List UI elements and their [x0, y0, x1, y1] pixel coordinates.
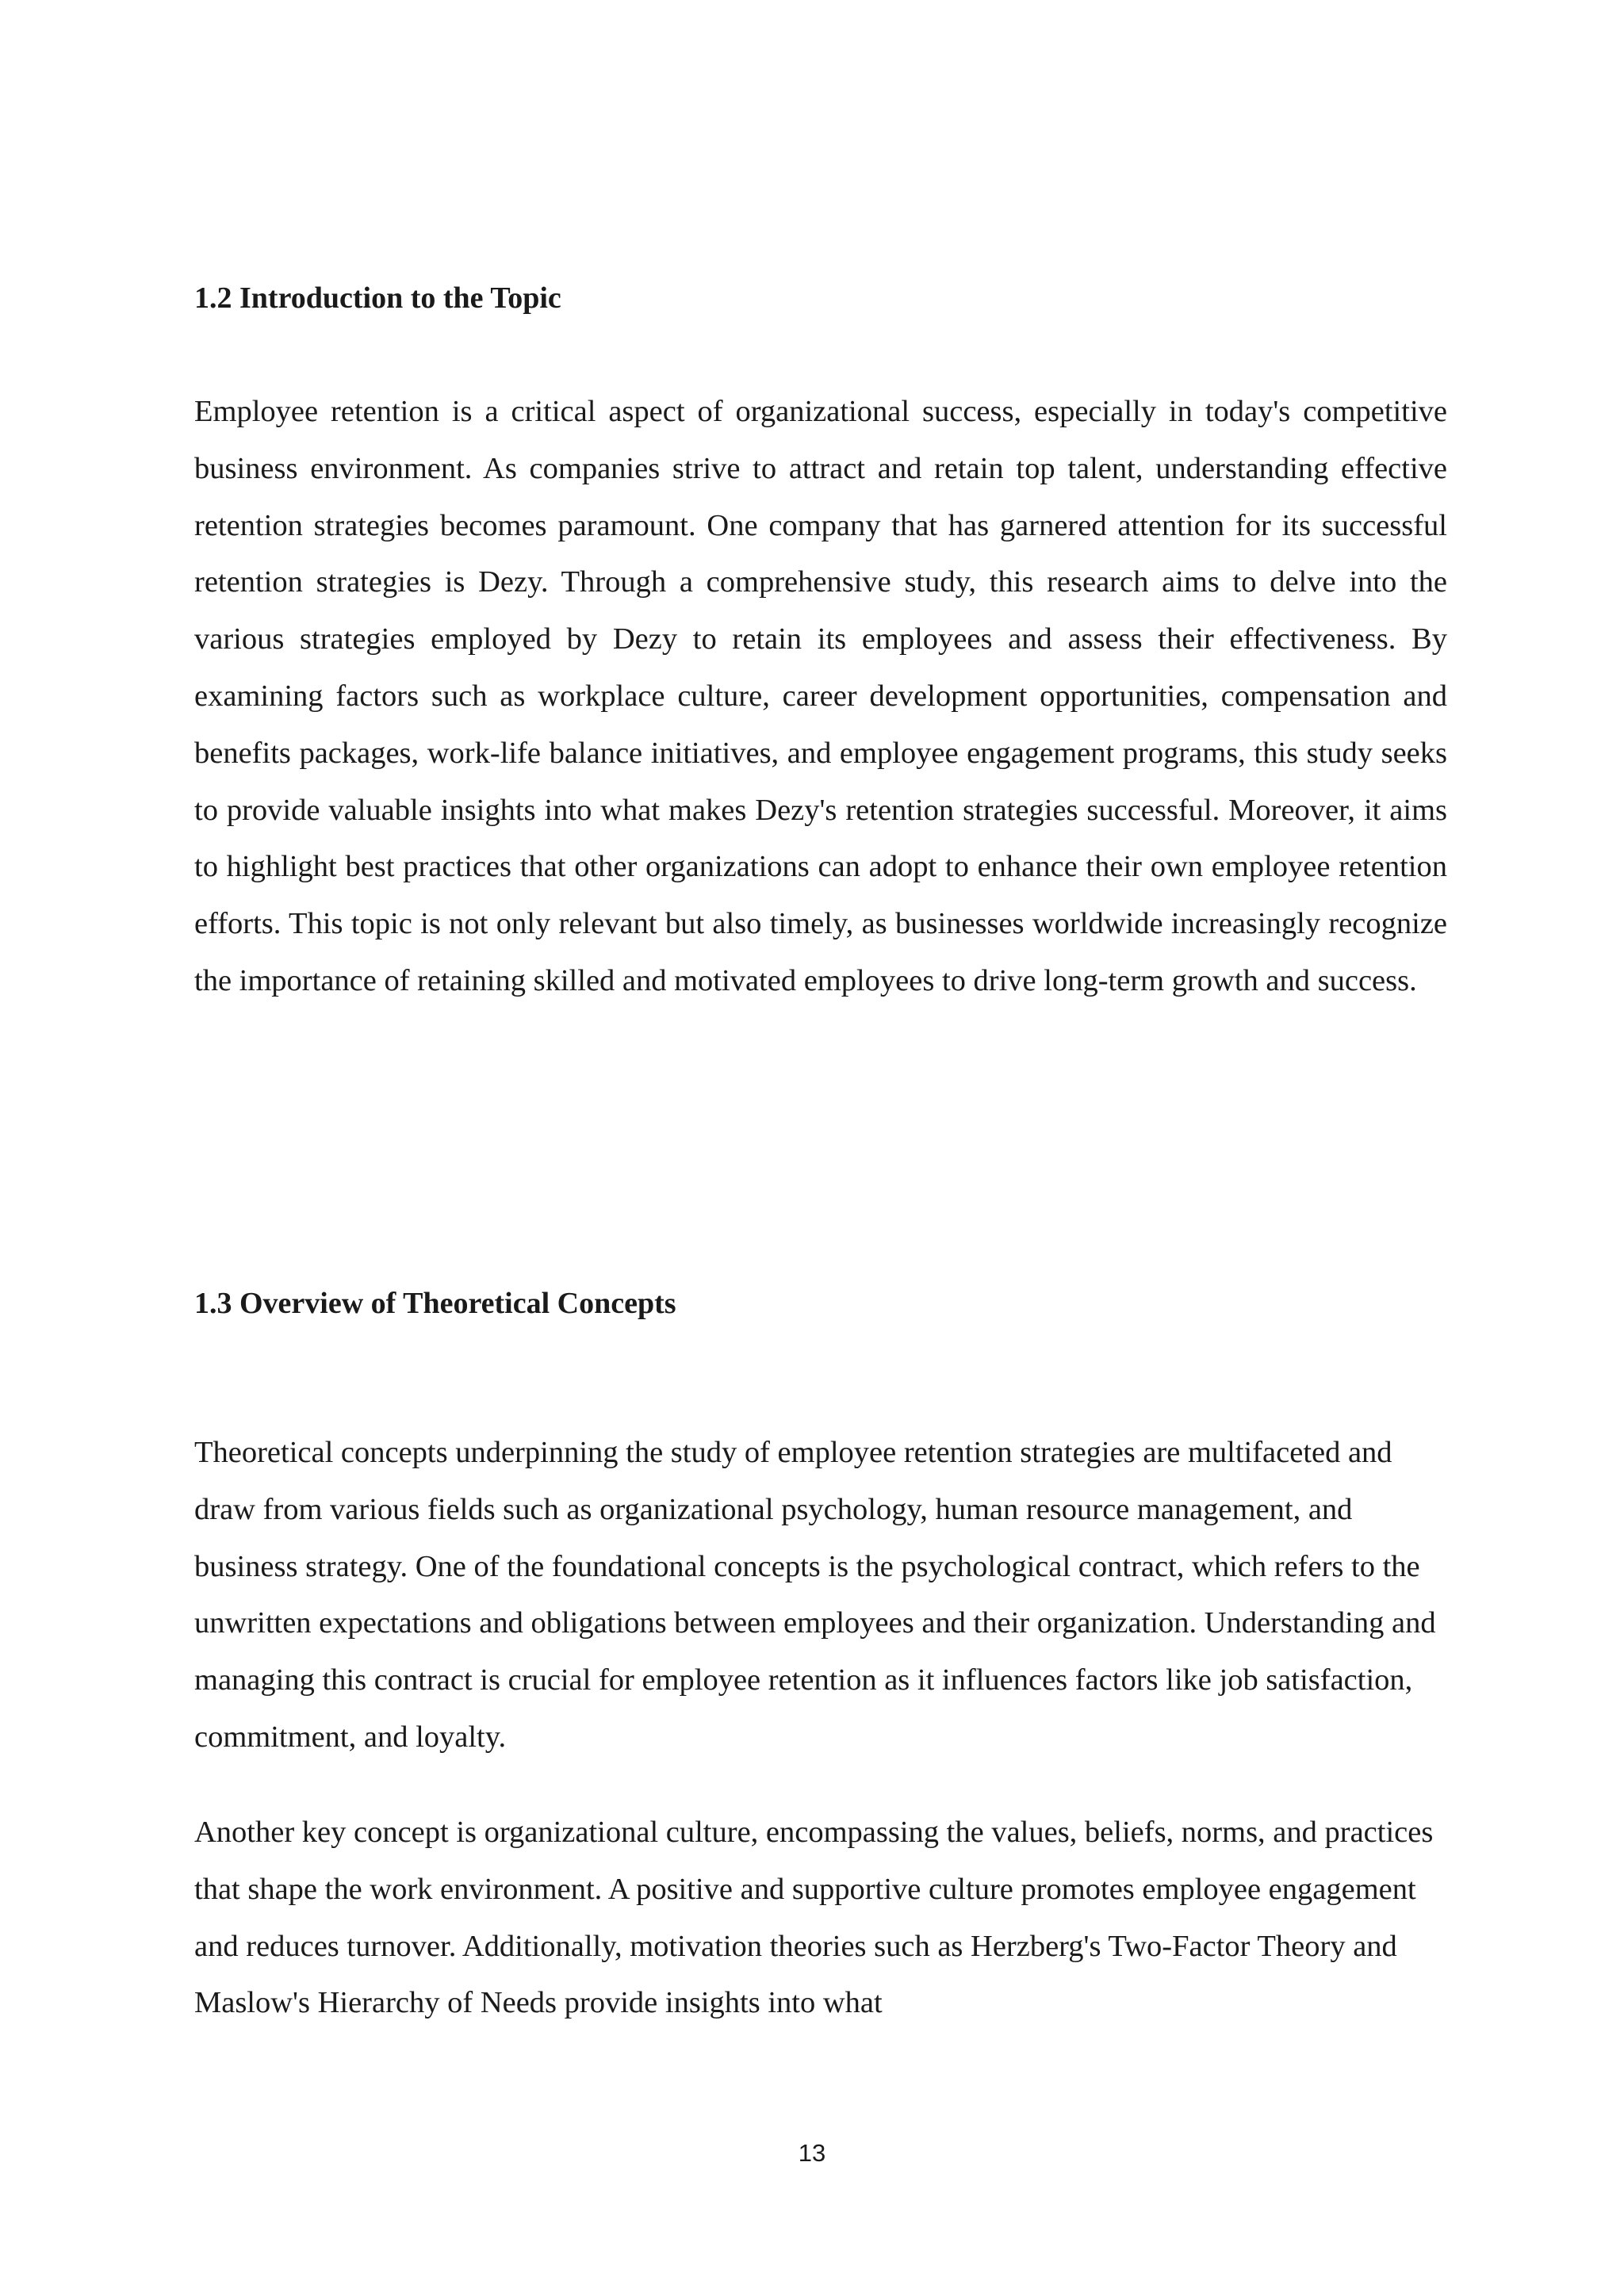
- section-heading-theoretical-concepts: 1.3 Overview of Theoretical Concepts: [194, 1287, 676, 1320]
- page-number: 13: [798, 2139, 826, 2167]
- theory-paragraph-1: Theoretical concepts underpinning the study of employee retention strategies are multifaceted and draw from various fields such as organizational psychology, human resource management, and business strategy. One of the foundational concepts is the psychological contract, which refers to the unwritten expectations and obligations between employees and their organization. Understanding and managing this contract is crucial for employee retention as it influences factors like job satisfaction, commitment, and loyalty.: [194, 1436, 1436, 1754]
- introduction-paragraph: Employee retention is a critical aspect of organizational success, especially in today's competitive business environment. As companies strive to attract and retain top talent, understanding effective retention strategies becomes paramount. One company that has garnered attention for its successful retention strategies is Dezy. Through a comprehensive study, this research aims to delve into the various strategies employed by Dezy to retain its employees and assess their effectiveness. By examining factors such as workplace culture, career development opportunities, compensation and benefits packages, work-life balance initiatives, and employee engagement programs, this study seeks to provide valuable insights into what makes Dezy's retention strategies successful. Moreover, it aims to highlight best practices that other organizations can adopt to enhance their own employee retention efforts. This topic is not only relevant but also timely, as businesses worldwide increasingly recognize the importance of retaining skilled and motivated employees to drive long-term growth and success.: [194, 395, 1447, 997]
- theory-paragraph-2: Another key concept is organizational culture, encompassing the values, beliefs, norms, and practices that shape the work environment. A positive and supportive culture promotes employee engagement and reduces turnover. Additionally, motivation theories such as Herzberg's Two-Factor Theory and Maslow's Hierarchy of Needs provide insights into what: [194, 1816, 1434, 2020]
- section-heading-introduction: 1.2 Introduction to the Topic: [194, 281, 561, 315]
